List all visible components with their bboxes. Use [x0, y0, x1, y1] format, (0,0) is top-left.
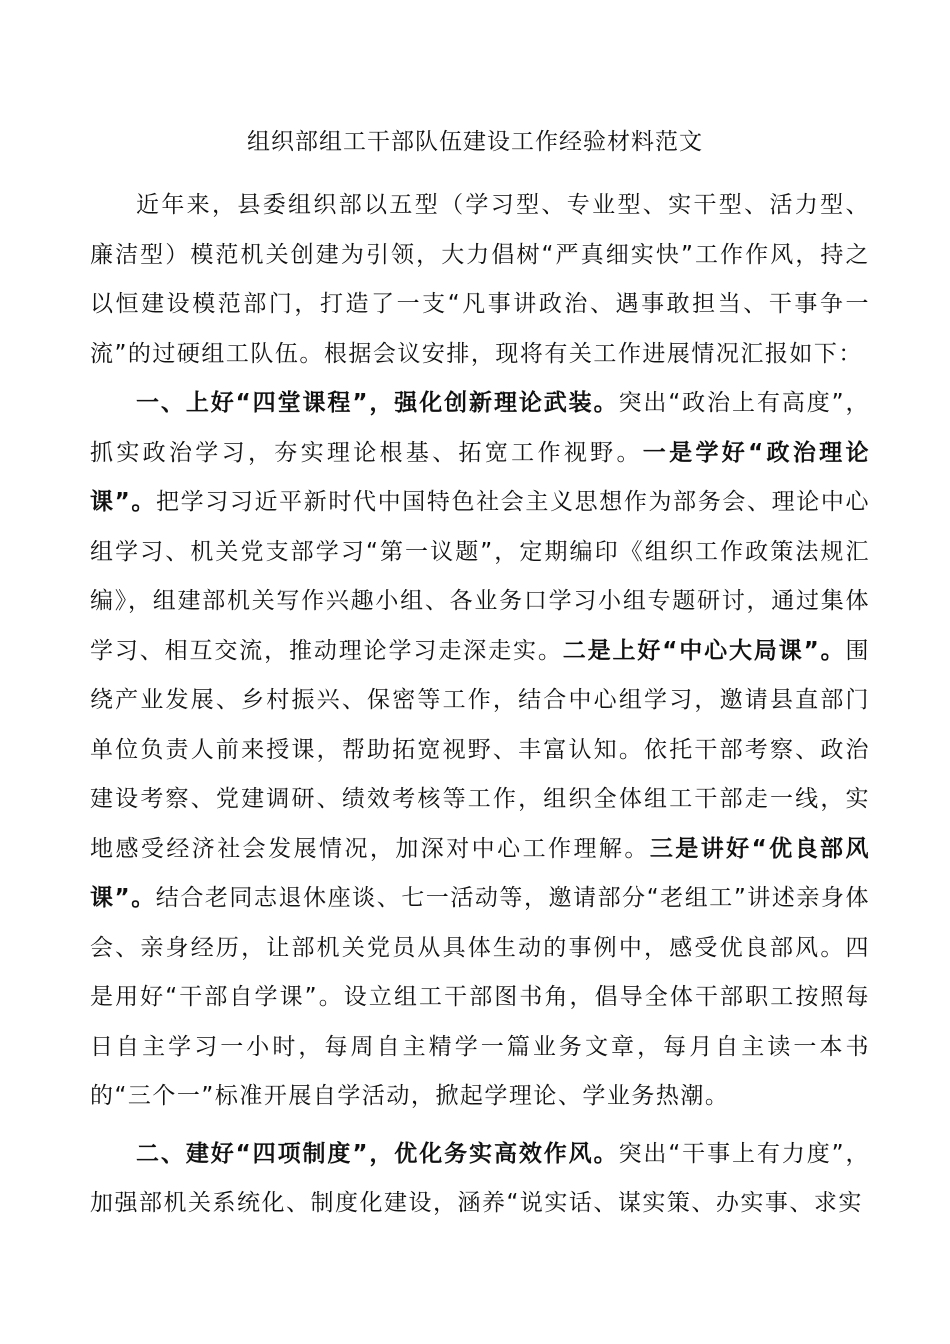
paragraph-intro — [90, 181, 870, 379]
document-title: 组织部组工干部队伍建设工作经验材料范文 — [247, 129, 703, 155]
section-1-point-2-text: 围绕产业发展、乡村振兴、保密等工作，结合中心组学习，邀请县直部门单位负责人前来授课，帮助拓宽视野、丰富认知。依托干部考察、政治建设考察、党建调研、绩效考核等工作，组织全体组工干部走一线，实地感受经济社会发展情况，加深对中心工作理解。 — [90, 637, 871, 862]
section-2-heading: 二、建好“四项制度”，优化务实高效作风。 — [136, 1140, 619, 1167]
section-1-point-1-text: 把学习习近平新时代中国特色社会主义思想作为部务会、理论中心组学习、机关党支部学习“第一议题”，定期编印《组织工作政策法规汇编》，组建部机关写作兴趣小组、各业务口学习小组专题研讨，通过集体学习、相互交流，推动理论学习走深走实。 — [90, 489, 870, 664]
intro-text: 近年来，县委组织部以五型（学习型、专业型、实干型、活力型、廉洁型）模范机关创建为引领，大力倡树“严真细实快”工作作风，持之以恒建设模范部门，打造了一支“凡事讲政治、遇事敢担当、干事争一流”的过硬组工队伍。根据会议安排，现将有关工作进展情况汇报如下： — [90, 192, 870, 367]
section-2-text: 突出“干事上有力度”，加强部机关系统化、制度化建设，涵养“说实话、谋实策、办实事、求实 — [90, 1140, 870, 1216]
document-body — [90, 181, 870, 1229]
section-1-point-3-text: 结合老同志退休座谈、七一活动等，邀请部分“老组工”讲述亲身体会、亲身经历，让部机关党员从具体生动的事例中，感受优良部风。四是用好“干部自学课”。设立组工干部图书角，倡导全体干部职工按照每日自主学习一小时，每周自主精学一篇业务文章，每月自主读一本书的“三个一”标准开展自学活动，掀起学理论、学业务热潮。 — [90, 885, 870, 1109]
section-1-summary: 突出“政治上有高度”，抓实政治学习，夯实理论根基、拓宽工作视野。 — [90, 390, 870, 466]
section-1-point-3-heading: 三是讲好“优良部风课”。 — [90, 835, 870, 911]
section-1-heading: 一、上好“四堂课程”，强化创新理论武装。 — [136, 390, 619, 416]
paragraph-section-1 — [90, 379, 870, 1122]
section-1-point-2-heading: 二是上好“中心大局课”。 — [562, 637, 846, 664]
paragraph-section-2 — [90, 1130, 870, 1229]
section-1-point-1-heading: 一是学好“政治理论课”。 — [90, 439, 870, 515]
